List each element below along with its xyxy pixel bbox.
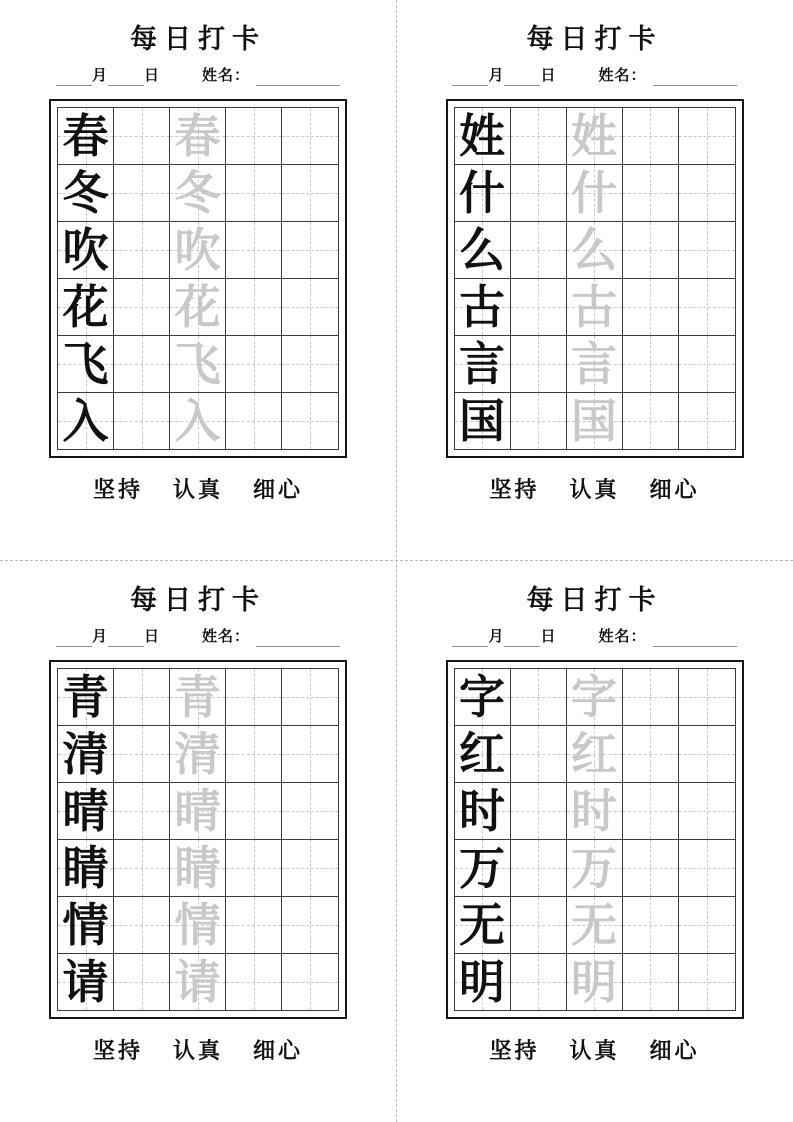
empty-practice-cell [623, 108, 679, 164]
practice-grid [57, 107, 339, 450]
model-character: 情 [62, 898, 109, 953]
trace-character-cell [567, 897, 623, 953]
model-character: 万 [459, 841, 505, 896]
empty-practice-cell [511, 279, 567, 335]
month-blank-line [452, 68, 488, 86]
empty-practice-cell [623, 954, 679, 1010]
month-label: 月 [91, 66, 108, 85]
empty-practice-cell [226, 279, 282, 335]
empty-practice-cell [282, 726, 338, 782]
empty-practice-cell [226, 783, 282, 839]
model-character: 吹 [62, 223, 109, 278]
empty-practice-cell [282, 336, 338, 392]
model-character-cell [58, 108, 114, 164]
grid-row [58, 669, 338, 726]
model-character: 什 [459, 166, 505, 221]
empty-practice-cell [226, 897, 282, 953]
grid-row [455, 897, 735, 954]
footer-motto [93, 1034, 303, 1065]
empty-practice-cell [679, 279, 735, 335]
trace-character: 明 [571, 955, 617, 1010]
card-title: 每日打卡 [526, 24, 663, 55]
model-character-cell [58, 954, 114, 1010]
grid-row [58, 783, 338, 840]
empty-practice-cell [623, 165, 679, 221]
trace-character: 入 [174, 394, 221, 449]
trace-character: 青 [174, 670, 221, 725]
empty-practice-cell [114, 165, 170, 221]
day-blank-line [504, 629, 540, 647]
model-character-cell [455, 393, 511, 449]
trace-character: 清 [174, 727, 221, 782]
model-character-cell [58, 840, 114, 896]
practice-grid [454, 668, 736, 1011]
trace-character: 红 [571, 727, 617, 782]
model-character-cell [455, 783, 511, 839]
trace-character: 睛 [174, 841, 221, 896]
empty-practice-cell [679, 669, 735, 725]
practice-grid-frame [49, 660, 347, 1019]
trace-character-cell [170, 222, 226, 278]
empty-practice-cell [282, 840, 338, 896]
model-character-cell [455, 222, 511, 278]
model-character: 无 [459, 898, 505, 953]
model-character-cell [455, 669, 511, 725]
practice-card [397, 0, 793, 561]
day-blank-line [108, 68, 144, 86]
practice-grid-frame [49, 99, 347, 458]
footer-motto [489, 473, 699, 504]
trace-character-cell [567, 393, 623, 449]
grid-row [455, 279, 735, 336]
empty-practice-cell [114, 840, 170, 896]
trace-character: 情 [174, 898, 221, 953]
model-character: 时 [459, 784, 505, 839]
empty-practice-cell [114, 393, 170, 449]
model-character-cell [455, 336, 511, 392]
trace-character-cell [170, 108, 226, 164]
empty-practice-cell [282, 954, 338, 1010]
model-character-cell [58, 897, 114, 953]
model-character-cell [455, 108, 511, 164]
trace-character-cell [170, 279, 226, 335]
motto-word: 认真 [569, 477, 620, 504]
name-blank-line [256, 629, 340, 647]
empty-practice-cell [114, 783, 170, 839]
empty-practice-cell [511, 669, 567, 725]
model-character: 么 [459, 223, 505, 278]
empty-practice-cell [679, 783, 735, 839]
empty-practice-cell [679, 840, 735, 896]
name-blank-line [653, 629, 737, 647]
trace-character: 姓 [571, 109, 617, 164]
grid-row [455, 336, 735, 393]
trace-character: 时 [571, 784, 617, 839]
grid-row [58, 336, 338, 393]
practice-grid-frame [446, 99, 744, 458]
trace-character-cell [567, 279, 623, 335]
trace-character-cell [567, 840, 623, 896]
motto-word: 认真 [172, 1038, 223, 1065]
trace-character-cell [567, 165, 623, 221]
model-character: 字 [459, 670, 505, 725]
model-character-cell [58, 783, 114, 839]
date-name-line [56, 65, 340, 86]
footer-motto [93, 473, 303, 504]
empty-practice-cell [114, 726, 170, 782]
motto-word: 细心 [649, 1038, 700, 1065]
date-name-line [452, 65, 736, 86]
trace-character-cell [567, 783, 623, 839]
trace-character-cell [567, 669, 623, 725]
trace-character: 春 [174, 109, 221, 164]
empty-practice-cell [679, 222, 735, 278]
grid-row [455, 222, 735, 279]
model-character: 花 [62, 280, 109, 335]
grid-row [455, 840, 735, 897]
empty-practice-cell [623, 783, 679, 839]
trace-character-cell [170, 783, 226, 839]
model-character: 言 [459, 337, 505, 392]
motto-word: 坚持 [92, 1038, 143, 1065]
motto-word: 细心 [253, 1038, 304, 1065]
grid-row [58, 165, 338, 222]
footer-motto [489, 1034, 699, 1065]
trace-character-cell [170, 840, 226, 896]
model-character-cell [455, 726, 511, 782]
model-character-cell [58, 393, 114, 449]
empty-practice-cell [511, 954, 567, 1010]
practice-card [0, 0, 396, 561]
model-character: 冬 [62, 166, 109, 221]
grid-row [455, 783, 735, 840]
trace-character-cell [170, 165, 226, 221]
trace-character-cell [170, 897, 226, 953]
trace-character: 什 [571, 166, 617, 221]
model-character: 明 [459, 955, 505, 1010]
empty-practice-cell [511, 108, 567, 164]
model-character-cell [58, 336, 114, 392]
empty-practice-cell [226, 726, 282, 782]
trace-character: 国 [571, 394, 617, 449]
empty-practice-cell [226, 108, 282, 164]
grid-row [58, 726, 338, 783]
empty-practice-cell [511, 840, 567, 896]
trace-character: 冬 [174, 166, 221, 221]
model-character-cell [455, 954, 511, 1010]
motto-word: 认真 [172, 477, 223, 504]
trace-character-cell [170, 393, 226, 449]
practice-grid-frame [446, 660, 744, 1019]
grid-row [455, 726, 735, 783]
trace-character: 飞 [174, 337, 221, 392]
empty-practice-cell [623, 897, 679, 953]
practice-card [0, 561, 396, 1122]
trace-character-cell [170, 726, 226, 782]
trace-character: 字 [571, 670, 617, 725]
model-character: 青 [62, 670, 109, 725]
empty-practice-cell [623, 279, 679, 335]
empty-practice-cell [282, 783, 338, 839]
empty-practice-cell [623, 393, 679, 449]
month-label: 月 [91, 627, 108, 646]
model-character: 晴 [62, 784, 109, 839]
trace-character: 请 [174, 955, 221, 1010]
name-blank-line [256, 68, 340, 86]
practice-card [397, 561, 793, 1122]
model-character-cell [455, 840, 511, 896]
trace-character-cell [567, 108, 623, 164]
empty-practice-cell [679, 393, 735, 449]
month-blank-line [452, 629, 488, 647]
empty-practice-cell [226, 336, 282, 392]
empty-practice-cell [282, 108, 338, 164]
motto-word: 认真 [569, 1038, 620, 1065]
card-title: 每日打卡 [526, 585, 663, 616]
empty-practice-cell [226, 954, 282, 1010]
model-character: 国 [459, 394, 505, 449]
name-blank-line [653, 68, 737, 86]
grid-row [58, 840, 338, 897]
card-title: 每日打卡 [130, 585, 266, 616]
day-blank-line [504, 68, 540, 86]
model-character: 请 [62, 955, 109, 1010]
trace-character-cell [170, 954, 226, 1010]
empty-practice-cell [226, 393, 282, 449]
model-character: 入 [62, 394, 109, 449]
trace-character: 晴 [174, 784, 221, 839]
trace-character: 无 [571, 898, 617, 953]
grid-row [455, 954, 735, 1010]
grid-row [58, 897, 338, 954]
grid-row [58, 108, 338, 165]
model-character-cell [58, 726, 114, 782]
date-name-line [56, 626, 340, 647]
empty-practice-cell [226, 222, 282, 278]
model-character-cell [58, 165, 114, 221]
motto-word: 细心 [649, 477, 700, 504]
empty-practice-cell [679, 726, 735, 782]
name-label: 姓名： [202, 627, 251, 646]
name-label: 姓名： [202, 66, 251, 85]
month-label: 月 [488, 66, 505, 85]
model-character-cell [58, 279, 114, 335]
empty-practice-cell [114, 279, 170, 335]
day-label: 日 [143, 66, 160, 85]
trace-character: 古 [571, 280, 617, 335]
trace-character: 万 [571, 841, 617, 896]
empty-practice-cell [511, 222, 567, 278]
empty-practice-cell [226, 840, 282, 896]
model-character-cell [455, 897, 511, 953]
empty-practice-cell [114, 954, 170, 1010]
trace-character-cell [170, 669, 226, 725]
model-character: 清 [62, 727, 109, 782]
empty-practice-cell [679, 897, 735, 953]
empty-practice-cell [511, 783, 567, 839]
day-label: 日 [540, 66, 557, 85]
empty-practice-cell [679, 165, 735, 221]
grid-row [58, 279, 338, 336]
empty-practice-cell [511, 393, 567, 449]
empty-practice-cell [282, 279, 338, 335]
empty-practice-cell [282, 897, 338, 953]
model-character: 飞 [62, 337, 109, 392]
empty-practice-cell [226, 669, 282, 725]
empty-practice-cell [511, 897, 567, 953]
motto-word: 坚持 [489, 1038, 540, 1065]
grid-row [455, 393, 735, 449]
card-title: 每日打卡 [130, 24, 266, 55]
empty-practice-cell [282, 165, 338, 221]
grid-row [455, 108, 735, 165]
empty-practice-cell [511, 726, 567, 782]
model-character-cell [455, 279, 511, 335]
month-label: 月 [488, 627, 505, 646]
model-character: 姓 [459, 109, 505, 164]
name-label: 姓名： [598, 627, 647, 646]
empty-practice-cell [623, 669, 679, 725]
trace-character: 吹 [174, 223, 221, 278]
day-label: 日 [143, 627, 160, 646]
empty-practice-cell [679, 954, 735, 1010]
month-blank-line [56, 68, 92, 86]
day-blank-line [108, 629, 144, 647]
model-character: 睛 [62, 841, 109, 896]
grid-row [58, 954, 338, 1010]
empty-practice-cell [226, 165, 282, 221]
empty-practice-cell [114, 897, 170, 953]
empty-practice-cell [282, 222, 338, 278]
motto-word: 坚持 [489, 477, 540, 504]
trace-character: 言 [571, 337, 617, 392]
trace-character: 花 [174, 280, 221, 335]
empty-practice-cell [511, 165, 567, 221]
motto-word: 细心 [253, 477, 304, 504]
model-character-cell [58, 669, 114, 725]
name-label: 姓名： [598, 66, 647, 85]
empty-practice-cell [679, 336, 735, 392]
trace-character-cell [567, 726, 623, 782]
empty-practice-cell [114, 336, 170, 392]
model-character: 红 [459, 727, 505, 782]
empty-practice-cell [511, 336, 567, 392]
model-character-cell [455, 165, 511, 221]
empty-practice-cell [114, 222, 170, 278]
grid-row [58, 222, 338, 279]
empty-practice-cell [679, 108, 735, 164]
empty-practice-cell [282, 669, 338, 725]
empty-practice-cell [623, 840, 679, 896]
practice-grid [57, 668, 339, 1011]
model-character: 古 [459, 280, 505, 335]
date-name-line [452, 626, 736, 647]
empty-practice-cell [623, 222, 679, 278]
model-character: 春 [62, 109, 109, 164]
day-label: 日 [540, 627, 557, 646]
practice-grid [454, 107, 736, 450]
grid-row [455, 165, 735, 222]
empty-practice-cell [282, 393, 338, 449]
empty-practice-cell [623, 726, 679, 782]
trace-character-cell [567, 954, 623, 1010]
trace-character: 么 [571, 223, 617, 278]
empty-practice-cell [623, 336, 679, 392]
motto-word: 坚持 [92, 477, 143, 504]
model-character-cell [58, 222, 114, 278]
empty-practice-cell [114, 108, 170, 164]
grid-row [58, 393, 338, 449]
trace-character-cell [567, 222, 623, 278]
grid-row [455, 669, 735, 726]
trace-character-cell [567, 336, 623, 392]
trace-character-cell [170, 336, 226, 392]
empty-practice-cell [114, 669, 170, 725]
month-blank-line [56, 629, 92, 647]
